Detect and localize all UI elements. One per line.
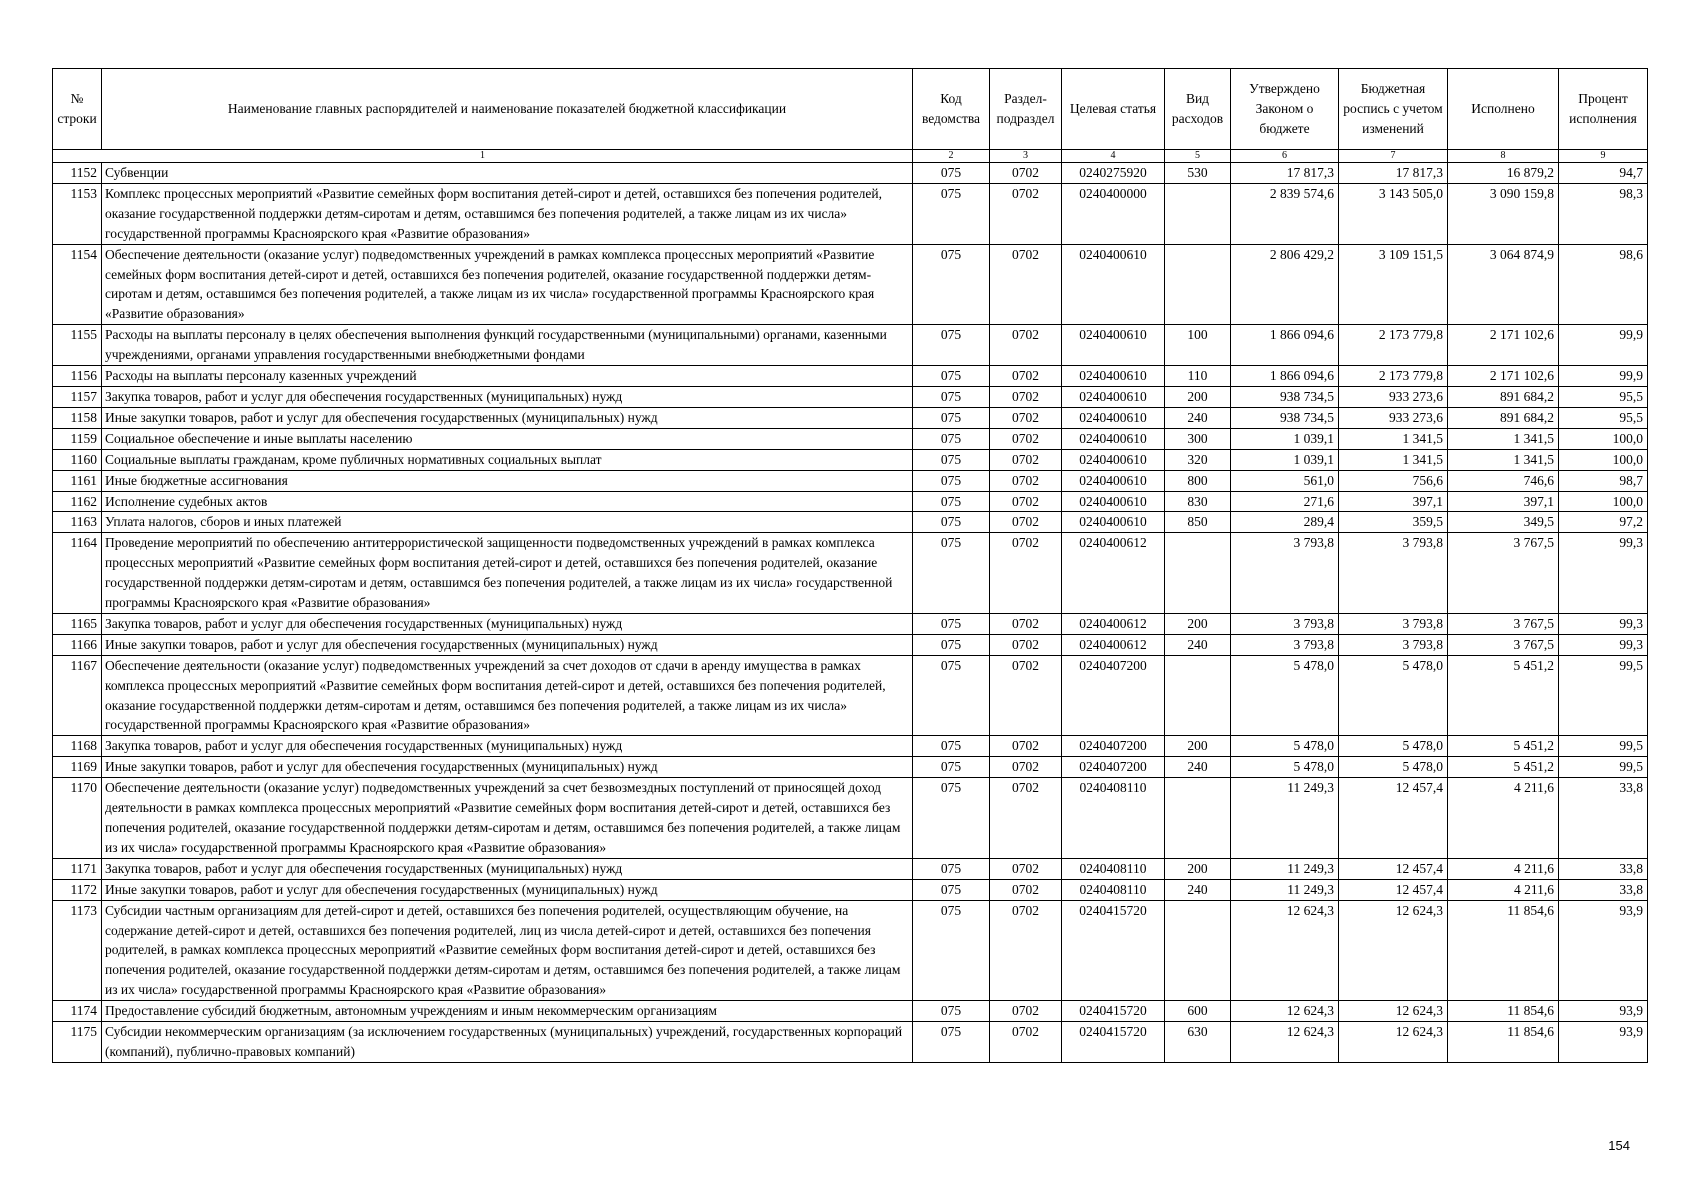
row-number-cell: 1166 [53,634,102,655]
expense-type-cell: 300 [1165,428,1231,449]
table-row [53,366,1648,387]
table-row [53,183,1648,244]
header-row-number: № строки [53,69,102,150]
budget-list-amount-cell: 12 457,4 [1339,879,1448,900]
target-article-cell: 0240408110 [1062,879,1165,900]
section-cell: 0702 [990,491,1062,512]
section-cell: 0702 [990,879,1062,900]
expense-type-cell: 800 [1165,470,1231,491]
percent-cell: 95,5 [1559,407,1648,428]
expense-type-cell: 100 [1165,325,1231,366]
budget-list-amount-cell: 397,1 [1339,491,1448,512]
budget-list-amount-cell: 2 173 779,8 [1339,325,1448,366]
row-number-cell: 1164 [53,533,102,614]
table-row [53,512,1648,533]
expense-type-cell: 850 [1165,512,1231,533]
dept-code-cell: 075 [913,163,990,184]
section-cell: 0702 [990,533,1062,614]
section-cell: 0702 [990,512,1062,533]
table-row [53,470,1648,491]
expense-type-cell: 600 [1165,1001,1231,1022]
approved-amount-cell: 3 793,8 [1231,613,1339,634]
executed-amount-cell: 3 767,5 [1448,533,1559,614]
percent-cell: 99,5 [1559,736,1648,757]
item-name-cell: Закупка товаров, работ и услуг для обеспечения государственных (муниципальных) нужд [102,736,913,757]
expense-type-cell: 200 [1165,386,1231,407]
dept-code-cell: 075 [913,325,990,366]
item-name-cell: Иные бюджетные ассигнования [102,470,913,491]
executed-amount-cell: 11 854,6 [1448,900,1559,1001]
target-article-cell: 0240400612 [1062,613,1165,634]
approved-amount-cell: 1 866 094,6 [1231,325,1339,366]
table-row [53,428,1648,449]
executed-amount-cell: 3 767,5 [1448,634,1559,655]
table-row [53,778,1648,859]
column-number: 3 [990,150,1062,163]
approved-amount-cell: 11 249,3 [1231,879,1339,900]
row-number-cell: 1167 [53,655,102,736]
target-article-cell: 0240415720 [1062,900,1165,1001]
header-section: Раздел-подраздел [990,69,1062,150]
section-cell: 0702 [990,757,1062,778]
percent-cell: 99,5 [1559,655,1648,736]
executed-amount-cell: 11 854,6 [1448,1001,1559,1022]
target-article-cell: 0240408110 [1062,858,1165,879]
expense-type-cell [1165,655,1231,736]
row-number-cell: 1173 [53,900,102,1001]
percent-cell: 100,0 [1559,491,1648,512]
row-number-cell: 1161 [53,470,102,491]
section-cell: 0702 [990,634,1062,655]
header-executed: Исполнено [1448,69,1559,150]
target-article-cell: 0240400610 [1062,512,1165,533]
table-row [53,163,1648,184]
percent-cell: 93,9 [1559,900,1648,1001]
table-body [53,163,1648,1063]
dept-code-cell: 075 [913,366,990,387]
budget-list-amount-cell: 12 624,3 [1339,1022,1448,1063]
percent-cell: 98,3 [1559,183,1648,244]
target-article-cell: 0240400610 [1062,407,1165,428]
executed-amount-cell: 4 211,6 [1448,778,1559,859]
approved-amount-cell: 2 806 429,2 [1231,244,1339,325]
budget-list-amount-cell: 933 273,6 [1339,407,1448,428]
section-cell: 0702 [990,366,1062,387]
item-name-cell: Иные закупки товаров, работ и услуг для обеспечения государственных (муниципальных) нужд [102,634,913,655]
column-number: 2 [913,150,990,163]
dept-code-cell: 075 [913,900,990,1001]
table-row [53,655,1648,736]
percent-cell: 99,5 [1559,757,1648,778]
column-number: 9 [1559,150,1648,163]
percent-cell: 95,5 [1559,386,1648,407]
header-budget-list: Бюджетная роспись с учетом изменений [1339,69,1448,150]
executed-amount-cell: 891 684,2 [1448,407,1559,428]
section-cell: 0702 [990,858,1062,879]
row-number-cell: 1163 [53,512,102,533]
section-cell: 0702 [990,613,1062,634]
approved-amount-cell: 3 793,8 [1231,634,1339,655]
section-cell: 0702 [990,407,1062,428]
header-name: Наименование главных распорядителей и наименование показателей бюджетной классификации [102,69,913,150]
dept-code-cell: 075 [913,386,990,407]
item-name-cell: Социальные выплаты гражданам, кроме публичных нормативных социальных выплат [102,449,913,470]
percent-cell: 99,3 [1559,634,1648,655]
target-article-cell: 0240400610 [1062,428,1165,449]
item-name-cell: Субсидии некоммерческим организациям (за исключением государственных (муниципальных) учреждений, государственных корпораций (компаний), публично-правовых компаний) [102,1022,913,1063]
approved-amount-cell: 1 039,1 [1231,428,1339,449]
item-name-cell: Расходы на выплаты персоналу казенных учреждений [102,366,913,387]
row-number-cell: 1165 [53,613,102,634]
budget-list-amount-cell: 3 793,8 [1339,613,1448,634]
dept-code-cell: 075 [913,183,990,244]
approved-amount-cell: 2 839 574,6 [1231,183,1339,244]
table-row [53,1001,1648,1022]
expense-type-cell [1165,533,1231,614]
section-cell: 0702 [990,386,1062,407]
target-article-cell: 0240415720 [1062,1022,1165,1063]
row-number-cell: 1172 [53,879,102,900]
table-row [53,1022,1648,1063]
column-number: 1 [53,150,913,163]
row-number-cell: 1175 [53,1022,102,1063]
table-row [53,533,1648,614]
expense-type-cell [1165,778,1231,859]
expense-type-cell: 630 [1165,1022,1231,1063]
dept-code-cell: 075 [913,449,990,470]
row-number-cell: 1174 [53,1001,102,1022]
budget-list-amount-cell: 3 793,8 [1339,533,1448,614]
approved-amount-cell: 17 817,3 [1231,163,1339,184]
target-article-cell: 0240400610 [1062,244,1165,325]
approved-amount-cell: 561,0 [1231,470,1339,491]
expense-type-cell: 240 [1165,407,1231,428]
target-article-cell: 0240407200 [1062,736,1165,757]
dept-code-cell: 075 [913,858,990,879]
target-article-cell: 0240400610 [1062,491,1165,512]
item-name-cell: Проведение мероприятий по обеспечению антитеррористической защищенности подведомственных учреждений в рамках комплекса процессных мероприятий «Развитие семейных форм воспитания детей-сирот и детей, оставшихся без попечения родителей, оказание государственной поддержки детям-сиротам и детям, оставшимся без попечения родителей, а также лицам из их числа» государственной программы Красноярского края «Развитие образования» [102,533,913,614]
item-name-cell: Уплата налогов, сборов и иных платежей [102,512,913,533]
item-name-cell: Исполнение судебных актов [102,491,913,512]
section-cell: 0702 [990,736,1062,757]
expense-type-cell: 240 [1165,634,1231,655]
percent-cell: 100,0 [1559,449,1648,470]
target-article-cell: 0240408110 [1062,778,1165,859]
section-cell: 0702 [990,163,1062,184]
executed-amount-cell: 11 854,6 [1448,1022,1559,1063]
percent-cell: 99,3 [1559,613,1648,634]
percent-cell: 100,0 [1559,428,1648,449]
table-row [53,449,1648,470]
column-number: 7 [1339,150,1448,163]
dept-code-cell: 075 [913,879,990,900]
budget-list-amount-cell: 1 341,5 [1339,449,1448,470]
approved-amount-cell: 12 624,3 [1231,1022,1339,1063]
target-article-cell: 0240400610 [1062,470,1165,491]
expense-type-cell: 200 [1165,736,1231,757]
executed-amount-cell: 3 767,5 [1448,613,1559,634]
target-article-cell: 0240400610 [1062,386,1165,407]
approved-amount-cell: 5 478,0 [1231,655,1339,736]
executed-amount-cell: 5 451,2 [1448,757,1559,778]
budget-list-amount-cell: 359,5 [1339,512,1448,533]
target-article-cell: 0240415720 [1062,1001,1165,1022]
row-number-cell: 1157 [53,386,102,407]
approved-amount-cell: 11 249,3 [1231,778,1339,859]
page-number: 154 [1608,1138,1630,1153]
column-number: 8 [1448,150,1559,163]
budget-list-amount-cell: 5 478,0 [1339,655,1448,736]
expense-type-cell: 530 [1165,163,1231,184]
table-row [53,613,1648,634]
percent-cell: 99,3 [1559,533,1648,614]
percent-cell: 99,9 [1559,325,1648,366]
budget-list-amount-cell: 5 478,0 [1339,757,1448,778]
dept-code-cell: 075 [913,634,990,655]
expense-type-cell: 830 [1165,491,1231,512]
row-number-cell: 1168 [53,736,102,757]
header-target-article: Целевая статья [1062,69,1165,150]
section-cell: 0702 [990,325,1062,366]
expense-type-cell: 110 [1165,366,1231,387]
percent-cell: 93,9 [1559,1022,1648,1063]
target-article-cell: 0240400610 [1062,449,1165,470]
target-article-cell: 0240407200 [1062,757,1165,778]
table-row [53,386,1648,407]
item-name-cell: Обеспечение деятельности (оказание услуг) подведомственных учреждений в рамках комплекса процессных мероприятий «Развитие семейных форм воспитания детей-сирот и детей, оставшихся без попечения родителей, оказание государственной поддержки детям-сиротам и детям, оставшимся без попечения родителей, а также лицам из их числа» государственной программы Красноярского края «Развитие образования» [102,244,913,325]
dept-code-cell: 075 [913,655,990,736]
section-cell: 0702 [990,428,1062,449]
executed-amount-cell: 1 341,5 [1448,428,1559,449]
row-number-cell: 1153 [53,183,102,244]
target-article-cell: 0240400612 [1062,533,1165,614]
dept-code-cell: 075 [913,470,990,491]
row-number-cell: 1158 [53,407,102,428]
target-article-cell: 0240407200 [1062,655,1165,736]
expense-type-cell [1165,244,1231,325]
section-cell: 0702 [990,1001,1062,1022]
executed-amount-cell: 349,5 [1448,512,1559,533]
section-cell: 0702 [990,900,1062,1001]
row-number-cell: 1162 [53,491,102,512]
item-name-cell: Иные закупки товаров, работ и услуг для обеспечения государственных (муниципальных) нужд [102,407,913,428]
table-row [53,879,1648,900]
approved-amount-cell: 5 478,0 [1231,736,1339,757]
table-row [53,325,1648,366]
item-name-cell: Субвенции [102,163,913,184]
budget-list-amount-cell: 12 624,3 [1339,1001,1448,1022]
section-cell: 0702 [990,449,1062,470]
item-name-cell: Иные закупки товаров, работ и услуг для обеспечения государственных (муниципальных) нужд [102,757,913,778]
row-number-cell: 1169 [53,757,102,778]
item-name-cell: Комплекс процессных мероприятий «Развитие семейных форм воспитания детей-сирот и детей, оставшихся без попечения родителей, оказание государственной поддержки детям-сиротам и детям, оставшимся без попечения родителей, а также лицам из их числа» государственной программы Красноярского края «Развитие образования» [102,183,913,244]
target-article-cell: 0240400000 [1062,183,1165,244]
column-number: 5 [1165,150,1231,163]
table-row [53,634,1648,655]
executed-amount-cell: 3 064 874,9 [1448,244,1559,325]
budget-list-amount-cell: 5 478,0 [1339,736,1448,757]
header-dept-code: Код ведомства [913,69,990,150]
row-number-cell: 1171 [53,858,102,879]
item-name-cell: Расходы на выплаты персоналу в целях обеспечения выполнения функций государственными (муниципальными) органами, казенными учреждениями, органами управления государственными внебюджетными фондами [102,325,913,366]
executed-amount-cell: 1 341,5 [1448,449,1559,470]
section-cell: 0702 [990,655,1062,736]
target-article-cell: 0240400612 [1062,634,1165,655]
table-row [53,900,1648,1001]
dept-code-cell: 075 [913,778,990,859]
expense-type-cell [1165,183,1231,244]
executed-amount-cell: 4 211,6 [1448,858,1559,879]
section-cell: 0702 [990,183,1062,244]
section-cell: 0702 [990,1022,1062,1063]
budget-list-amount-cell: 3 143 505,0 [1339,183,1448,244]
budget-list-amount-cell: 3 109 151,5 [1339,244,1448,325]
dept-code-cell: 075 [913,533,990,614]
table-row [53,736,1648,757]
row-number-cell: 1159 [53,428,102,449]
row-number-cell: 1152 [53,163,102,184]
column-number: 4 [1062,150,1165,163]
section-cell: 0702 [990,470,1062,491]
executed-amount-cell: 4 211,6 [1448,879,1559,900]
table-header [53,69,1648,163]
item-name-cell: Социальное обеспечение и иные выплаты населению [102,428,913,449]
table-row [53,491,1648,512]
item-name-cell: Обеспечение деятельности (оказание услуг) подведомственных учреждений за счет доходов от сдачи в аренду имущества в рамках комплекса процессных мероприятий «Развитие семейных форм воспитания детей-сирот и детей, оставшихся без попечения родителей, оказание государственной поддержки детям-сиротам и детям, оставшимся без попечения родителей, а также лицам из их числа» государственной программы Красноярского края «Развитие образования» [102,655,913,736]
column-number-row [53,150,1648,163]
expense-type-cell: 240 [1165,879,1231,900]
item-name-cell: Субсидии частным организациям для детей-сирот и детей, оставшихся без попечения родителей, осуществляющим обучение, на содержание детей-сирот и детей, оставшихся без попечения родителей, лиц из числа детей-сирот и детей, оставшихся без попечения родителей, в рамках комплекса процессных мероприятий «Развитие семейных форм воспитания детей-сирот и детей, оставшихся без попечения родителей, оказание государственной поддержки детям-сиротам и детям, оставшимся без попечения родителей, а также лицам из их числа» государственной программы Красноярского края «Развитие образования» [102,900,913,1001]
dept-code-cell: 075 [913,428,990,449]
executed-amount-cell: 3 090 159,8 [1448,183,1559,244]
target-article-cell: 0240400610 [1062,325,1165,366]
budget-list-amount-cell: 2 173 779,8 [1339,366,1448,387]
executed-amount-cell: 16 879,2 [1448,163,1559,184]
executed-amount-cell: 2 171 102,6 [1448,325,1559,366]
executed-amount-cell: 397,1 [1448,491,1559,512]
budget-list-amount-cell: 3 793,8 [1339,634,1448,655]
approved-amount-cell: 3 793,8 [1231,533,1339,614]
section-cell: 0702 [990,778,1062,859]
percent-cell: 99,9 [1559,366,1648,387]
approved-amount-cell: 11 249,3 [1231,858,1339,879]
budget-list-amount-cell: 933 273,6 [1339,386,1448,407]
expense-type-cell: 200 [1165,858,1231,879]
header-expense-type: Вид расходов [1165,69,1231,150]
section-cell: 0702 [990,244,1062,325]
item-name-cell: Обеспечение деятельности (оказание услуг) подведомственных учреждений за счет безвозмездных поступлений от приносящей доход деятельности в рамках комплекса процессных мероприятий «Развитие семейных форм воспитания детей-сирот и детей, оставшихся без попечения родителей, оказание государственной поддержки детям-сиротам и детям, оставшимся без попечения родителей, а также лицам из их числа» государственной программы Красноярского края «Развитие образования» [102,778,913,859]
approved-amount-cell: 12 624,3 [1231,1001,1339,1022]
row-number-cell: 1155 [53,325,102,366]
item-name-cell: Закупка товаров, работ и услуг для обеспечения государственных (муниципальных) нужд [102,858,913,879]
table-row [53,244,1648,325]
executed-amount-cell: 5 451,2 [1448,736,1559,757]
column-number: 6 [1231,150,1339,163]
approved-amount-cell: 289,4 [1231,512,1339,533]
percent-cell: 98,6 [1559,244,1648,325]
percent-cell: 33,8 [1559,858,1648,879]
row-number-cell: 1156 [53,366,102,387]
budget-list-amount-cell: 12 624,3 [1339,900,1448,1001]
header-approved: Утверждено Законом о бюджете [1231,69,1339,150]
dept-code-cell: 075 [913,1022,990,1063]
dept-code-cell: 075 [913,407,990,428]
percent-cell: 33,8 [1559,879,1648,900]
executed-amount-cell: 2 171 102,6 [1448,366,1559,387]
row-number-cell: 1160 [53,449,102,470]
budget-list-amount-cell: 756,6 [1339,470,1448,491]
executed-amount-cell: 746,6 [1448,470,1559,491]
dept-code-cell: 075 [913,757,990,778]
approved-amount-cell: 1 866 094,6 [1231,366,1339,387]
expense-type-cell: 320 [1165,449,1231,470]
percent-cell: 93,9 [1559,1001,1648,1022]
dept-code-cell: 075 [913,736,990,757]
executed-amount-cell: 891 684,2 [1448,386,1559,407]
item-name-cell: Закупка товаров, работ и услуг для обеспечения государственных (муниципальных) нужд [102,386,913,407]
budget-list-amount-cell: 17 817,3 [1339,163,1448,184]
percent-cell: 94,7 [1559,163,1648,184]
target-article-cell: 0240400610 [1062,366,1165,387]
item-name-cell: Закупка товаров, работ и услуг для обеспечения государственных (муниципальных) нужд [102,613,913,634]
expense-type-cell [1165,900,1231,1001]
table-row [53,407,1648,428]
executed-amount-cell: 5 451,2 [1448,655,1559,736]
approved-amount-cell: 271,6 [1231,491,1339,512]
budget-list-amount-cell: 12 457,4 [1339,778,1448,859]
expense-type-cell: 200 [1165,613,1231,634]
row-number-cell: 1170 [53,778,102,859]
target-article-cell: 0240275920 [1062,163,1165,184]
dept-code-cell: 075 [913,613,990,634]
approved-amount-cell: 1 039,1 [1231,449,1339,470]
table-row [53,757,1648,778]
header-percent: Процент исполнения [1559,69,1648,150]
dept-code-cell: 075 [913,244,990,325]
approved-amount-cell: 938 734,5 [1231,407,1339,428]
header-row [53,69,1648,150]
table-row [53,858,1648,879]
approved-amount-cell: 5 478,0 [1231,757,1339,778]
approved-amount-cell: 12 624,3 [1231,900,1339,1001]
item-name-cell: Иные закупки товаров, работ и услуг для обеспечения государственных (муниципальных) нужд [102,879,913,900]
expense-type-cell: 240 [1165,757,1231,778]
budget-table-container [52,68,1647,1063]
percent-cell: 33,8 [1559,778,1648,859]
dept-code-cell: 075 [913,512,990,533]
budget-list-amount-cell: 12 457,4 [1339,858,1448,879]
approved-amount-cell: 938 734,5 [1231,386,1339,407]
percent-cell: 98,7 [1559,470,1648,491]
row-number-cell: 1154 [53,244,102,325]
percent-cell: 97,2 [1559,512,1648,533]
budget-execution-table [52,68,1648,1063]
dept-code-cell: 075 [913,491,990,512]
dept-code-cell: 075 [913,1001,990,1022]
budget-list-amount-cell: 1 341,5 [1339,428,1448,449]
item-name-cell: Предоставление субсидий бюджетным, автономным учреждениям и иным некоммерческим организациям [102,1001,913,1022]
